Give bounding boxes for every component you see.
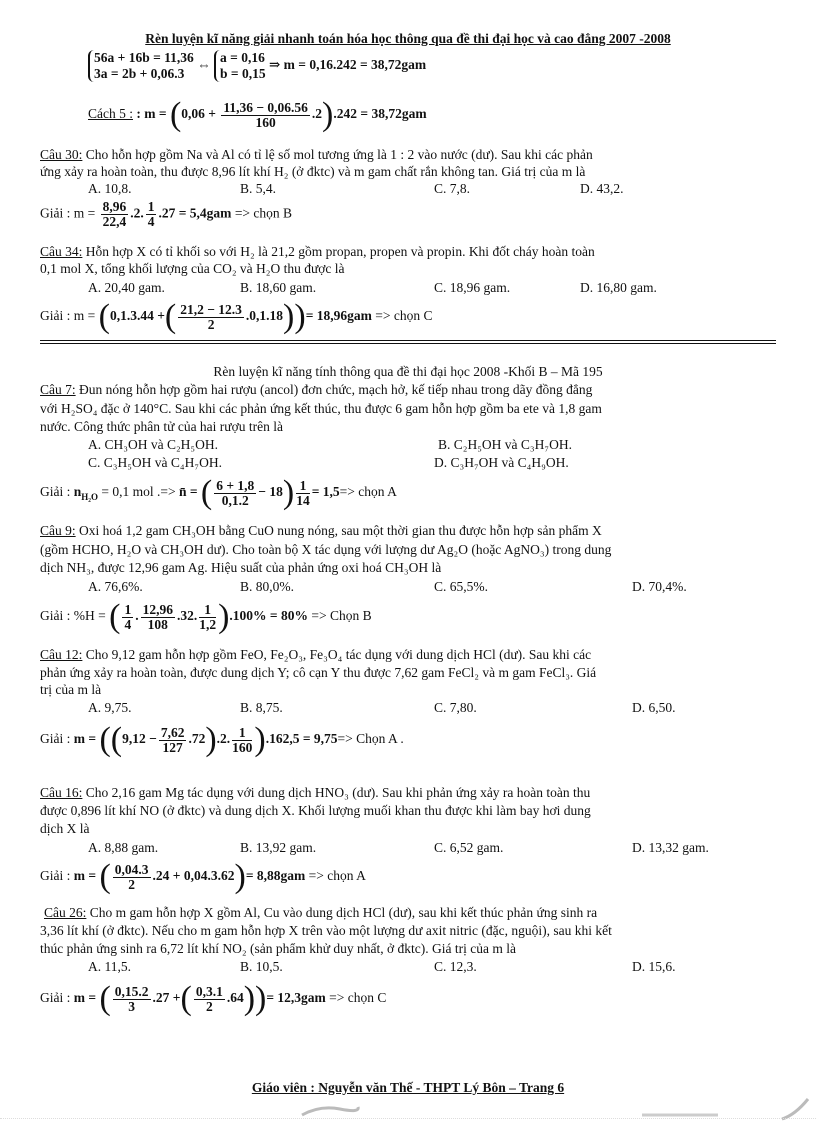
question-9-text-1: Oxi hoá 1,2 gam CH₃OH bằng CuO nung nóng, sau một thời gian thu được hỗn hợp sản phẩm X — [75, 523, 602, 538]
method-5-label: Cách 5 : — [88, 106, 133, 122]
fraction-num: 7,62 — [160, 724, 185, 740]
fraction-num: 6 + 1,8 — [216, 477, 255, 493]
question-26-option-d: D. 15,6. — [632, 959, 676, 974]
page-footer: Giáo viên : Nguyễn văn Thế - THPT Lý Bôn – Trang 6 — [251, 1080, 565, 1095]
question-12-option-b: B. 8,75. — [240, 700, 283, 715]
question-26-line-1 — [44, 904, 776, 921]
solution-answer: => chọn A — [339, 484, 397, 500]
solution-answer: => Chọn B — [307, 608, 372, 624]
paren-close: )) — [243, 980, 267, 1017]
question-7-option-b: B. C₂H₅OH và C₃H₇OH. — [438, 437, 572, 452]
question-7-line-1 — [40, 381, 776, 398]
question-9-solution — [40, 598, 776, 635]
question-30-option-b: B. 5,4. — [240, 181, 277, 196]
paren-open: ( — [200, 474, 213, 511]
question-12-option-d: D. 6,50. — [632, 700, 676, 715]
solution-answer: => chọn C — [371, 308, 433, 324]
solution-fraction-1 — [159, 726, 187, 755]
solution-nbar: n̄ = — [178, 484, 198, 500]
solution-m: m = — [73, 868, 97, 884]
question-26-line-3: thúc phản ứng sinh ra 6,72 lít khí NO₂ (sản phẩm khử duy nhất, ở đktc). Giá trị của m là — [40, 941, 517, 956]
question-7-option-d: D. C₃H₇OH và C₄H₉OH. — [434, 455, 569, 470]
solution-fraction-2 — [296, 479, 310, 508]
solution-result: .27 = 5,4gam — [158, 205, 232, 221]
fraction-num: 1 — [296, 479, 310, 494]
fraction-num: 12,96 — [142, 601, 173, 617]
question-16-option-d: D. 13,32 gam. — [632, 840, 709, 855]
question-30-option-c: C. 7,8. — [434, 181, 471, 196]
paren-open: ( — [109, 598, 121, 635]
question-7-label: Câu 7: — [40, 382, 76, 397]
fraction-num: 1 — [232, 726, 252, 741]
question-30-option-a: A. 10,8. — [88, 181, 132, 196]
fraction-num: 1 — [199, 603, 216, 618]
question-7-line-2: với H₂SO₄ đặc ở 140°C. Sau khi các phản ứng kết thúc, thu được 6 gam hỗn hợp gồm ba ete và 1,8 gam — [40, 401, 602, 416]
solution-label: Giải : — [40, 990, 71, 1006]
solution-mid: .27 + — [152, 990, 181, 1006]
question-34-line-2: 0,1 mol X, tổng khối lượng của CO₂ và H₂O thu được là — [40, 261, 345, 276]
solution-fraction-2 — [232, 726, 252, 755]
fraction-num: 8,96 — [102, 199, 127, 214]
question-9-option-a: A. 76,6%. — [88, 579, 143, 594]
fraction-den: 0,1.2 — [221, 492, 249, 508]
fraction-den: 160 — [255, 114, 276, 130]
question-7-solution — [40, 474, 776, 511]
question-30-line-1 — [40, 146, 776, 163]
solution-post: .24 + 0,04.3.62 — [152, 868, 235, 884]
solution-mid: .2. — [130, 205, 144, 221]
equiv-symbol: ⇔ — [197, 57, 211, 73]
system-eq-2: 3a = 2b + 0,06.3 — [94, 66, 185, 81]
paren-open: ( — [169, 96, 182, 133]
question-12-option-a: A. 9,75. — [88, 700, 132, 715]
question-9-line-3: dịch NH₃, được 12,96 gam Ag. Hiệu suất của phản ứng oxi hoá CH₃OH là — [40, 560, 442, 575]
solution-fraction-1 — [101, 200, 129, 229]
fraction-den: 2 — [128, 876, 136, 892]
question-9-line-1 — [40, 522, 776, 539]
footer-dotted-rule — [0, 1118, 816, 1119]
solution-m: m = — [73, 990, 97, 1006]
system-sol-b: b = 0,15 — [220, 66, 266, 81]
solution-fraction-2 — [146, 200, 157, 229]
solution-label: Giải : — [40, 868, 71, 884]
solution-fraction-1 — [214, 479, 256, 508]
question-9-line-2: (gồm HCHO, H₂O và CH₃OH dư). Cho toàn bộ X tác dụng với lượng dư Ag₂O (hoặc AgNO₃) trong dung — [40, 542, 612, 557]
solution-fraction-2 — [141, 603, 175, 632]
fraction-den: 4 — [124, 616, 132, 632]
question-26-solution — [40, 980, 776, 1017]
question-30-solution — [40, 200, 776, 229]
solution-n-sub: H₂O — [81, 491, 98, 502]
solution-answer: => chọn B — [231, 205, 293, 221]
separator-line-1 — [40, 340, 776, 341]
system-left — [88, 50, 194, 82]
question-16-solution — [40, 858, 776, 895]
question-7-option-c: C. C₃H₅OH và C₄H₇OH. — [88, 455, 222, 470]
equation-system — [88, 50, 776, 82]
question-34-label: Câu 34: — [40, 244, 83, 259]
paren-close: ) — [254, 721, 266, 758]
solution-answer: => chọn A — [305, 868, 366, 884]
solution-mid: = 0,1 mol .=> — [101, 484, 176, 500]
fraction-num: 11,36 − 0,06.56 — [223, 99, 308, 115]
paren-open: ( — [180, 980, 192, 1017]
question-26-option-c: C. 12,3. — [434, 959, 477, 974]
question-7-option-a: A. CH₃OH và C₂H₅OH. — [88, 437, 218, 452]
method-5-post: .2 — [311, 106, 323, 122]
paren-close: ) — [282, 474, 295, 511]
question-34-option-d: D. 16,80 gam. — [580, 280, 657, 295]
question-16-line-2: được 0,896 lít khí NO (ở đktc) và dung dịch X. Khối lượng muối khan thu được khi làm bay hơi dung — [40, 803, 591, 818]
paren-close: ) — [218, 598, 230, 635]
system-result: ⇒ m = 0,16.242 = 38,72gam — [268, 57, 427, 73]
question-7-text-1: Đun nóng hỗn hợp gồm hai rượu (ancol) đơn chức, mạch hở, kế tiếp nhau trong dãy đồng đẳng — [75, 382, 593, 397]
solution-mid-2: .2. — [216, 731, 231, 747]
fraction-num: 1 — [147, 199, 155, 214]
question-34-line-1 — [40, 243, 776, 260]
question-26-label: Câu 26: — [44, 905, 87, 920]
separator-line-2 — [40, 343, 776, 344]
fraction-num: 0,3.1 — [195, 983, 223, 999]
question-26-option-b: B. 10,5. — [240, 959, 283, 974]
question-34-option-b: B. 18,60 gam. — [240, 280, 317, 295]
fraction-den: 1,2 — [199, 616, 217, 632]
question-16-option-b: B. 13,92 gam. — [240, 840, 317, 855]
solution-post: .0,1.18 — [245, 308, 284, 324]
solution-mid-1: .72 — [188, 731, 206, 747]
question-30-label: Câu 30: — [40, 147, 83, 162]
method-5-m: : m = — [136, 106, 167, 122]
fraction-den: 14 — [296, 492, 310, 508]
solution-label: Giải : — [40, 731, 71, 747]
solution-n: n — [73, 484, 82, 500]
solution-label: Giải : m = — [40, 308, 96, 324]
question-34-option-a: A. 20,40 gam. — [88, 280, 165, 295]
fraction-den: 127 — [162, 739, 183, 755]
solution-label: Giải : m = — [40, 205, 96, 221]
question-9-option-c: C. 65,5%. — [434, 579, 488, 594]
solution-minus: − 18 — [258, 484, 283, 500]
solution-result: .100% = 80% — [229, 608, 308, 624]
method-5-pre: 0,06 + — [181, 106, 216, 122]
question-12-line-3: trị của m là — [40, 682, 102, 697]
paren-open: ( — [99, 858, 111, 895]
solution-result: .162,5 = 9,75 — [265, 731, 338, 747]
question-16-label: Câu 16: — [40, 785, 83, 800]
question-12-text-1: Cho 9,12 gam hỗn hợp gồm FeO, Fe₂O₃, Fe₃O₄ tác dụng với dung dịch HCl (dư). Sau khi các — [82, 647, 592, 662]
solution-result: = 1,5 — [311, 484, 340, 500]
solution-fraction — [178, 303, 244, 332]
solution-result: = 12,3gam — [266, 990, 326, 1006]
footer-ornament-left-icon — [300, 1103, 360, 1117]
solution-label: Giải : — [40, 484, 71, 500]
solution-pre: 9,12 − — [122, 731, 157, 747]
question-9-option-b: B. 80,0%. — [240, 579, 294, 594]
fraction-den: 3 — [128, 998, 136, 1014]
paren-close: )) — [283, 298, 306, 335]
solution-mid: .32. — [176, 608, 198, 624]
fraction-num: 0,04.3 — [114, 861, 149, 877]
dot: . — [135, 608, 139, 624]
question-16-line-1 — [40, 784, 776, 801]
question-34-solution — [40, 298, 776, 335]
solution-fraction-1 — [122, 603, 133, 632]
method-5-fraction — [221, 101, 310, 130]
paren-open: ( — [98, 298, 110, 335]
question-9-label: Câu 9: — [40, 523, 76, 538]
fraction-den: 22,4 — [102, 214, 127, 229]
fraction-den: 108 — [147, 616, 168, 632]
fraction-den: 2 — [207, 316, 215, 332]
question-12-option-c: C. 7,80. — [434, 700, 477, 715]
solution-label: Giải : %H = — [40, 608, 106, 624]
question-30-text-1: Cho hỗn hợp gồm Na và Al có tỉ lệ số mol tương ứng là 1 : 2 vào nước (dư). Sau khi các phản — [82, 147, 593, 162]
question-16-option-c: C. 6,52 gam. — [434, 840, 504, 855]
fraction-num: 21,2 − 12.3 — [180, 301, 242, 317]
question-16-option-a: A. 8,88 gam. — [88, 840, 159, 855]
solution-fraction-2 — [194, 985, 225, 1014]
question-26-line-2: 3,36 lít khí (ở đktc). Nếu cho m gam hỗn hợp X trên vào một lượng dư axit nitric (đặc, nguội), sau khi kết — [40, 923, 612, 938]
fraction-den: 2 — [205, 998, 213, 1014]
question-26-option-a: A. 11,5. — [88, 959, 131, 974]
solution-fraction — [113, 863, 151, 892]
question-16-line-3: dịch X là — [40, 821, 90, 836]
question-30-option-d: D. 43,2. — [580, 181, 624, 196]
system-eq-1: 56a + 16b = 11,36 — [94, 50, 194, 65]
question-30-line-2: ứng xảy ra hoàn toàn, thu được 8,96 lít khí H₂ (ở đktc) và m gam chất rắn không tan. Giá trị của m là — [40, 164, 586, 179]
solution-fraction-1 — [113, 985, 151, 1014]
paren-open: (( — [99, 721, 123, 758]
paren-close: ) — [234, 858, 246, 895]
question-12-line-1 — [40, 646, 776, 663]
solution-answer: => chọn C — [325, 990, 387, 1006]
paren-open: ( — [164, 298, 177, 335]
question-12-solution — [40, 721, 776, 758]
question-12-label: Câu 12: — [40, 647, 83, 662]
solution-fraction-3 — [199, 603, 216, 632]
section-2-title: Rèn luyện kĩ năng tính thông qua đề thi đại học 2008 -Khối B – Mã 195 — [213, 364, 603, 379]
solution-m: m = — [73, 731, 97, 747]
method-5-result: .242 = 38,72gam — [333, 106, 427, 122]
question-34-text-1: Hỗn hợp X có tỉ khối so với H₂ là 21,2 gồm propan, propen và propin. Khi đốt cháy hoàn toàn — [82, 244, 595, 259]
question-12-line-2: phản ứng xảy ra hoàn toàn, được dung dịch Y; cô cạn Y thu được 7,62 gam FeCl₂ và m gam FeCl₃. Giá — [40, 665, 597, 680]
fraction-num: 0,15.2 — [114, 983, 149, 999]
question-26-text-1: Cho m gam hỗn hợp X gồm Al, Cu vào dung dịch HCl (dư), sau khi kết thúc phản ứng sinh ra — [86, 905, 598, 920]
method-5 — [88, 96, 776, 133]
question-16-text-1: Cho 2,16 gam Mg tác dụng với dung dịch HNO₃ (dư). Sau khi phản ứng xảy ra hoàn toàn thu — [82, 785, 591, 800]
solution-answer: => Chọn A . — [337, 731, 404, 747]
solution-result: = 8,88gam — [245, 868, 306, 884]
fraction-num: 1 — [124, 601, 132, 617]
question-7-line-3: nước. Công thức phân tử của hai rượu trên là — [40, 419, 283, 434]
solution-post: .64 — [226, 990, 244, 1006]
system-sol-a: a = 0,16 — [220, 50, 265, 65]
question-9-option-d: D. 70,4%. — [632, 579, 687, 594]
solution-result: = 18,96gam — [305, 308, 372, 324]
system-right — [214, 50, 266, 82]
solution-pre: 0,1.3.44 + — [109, 308, 165, 324]
question-34-option-c: C. 18,96 gam. — [434, 280, 511, 295]
fraction-den: 160 — [232, 739, 253, 755]
paren-open: ( — [99, 980, 111, 1017]
page-header: Rèn luyện kĩ năng giải nhanh toán hóa học thông qua đề thi đại học và cao đẳng 2007 -2008 — [145, 31, 671, 46]
paren-close: ) — [205, 721, 217, 758]
paren-close: ) — [322, 96, 334, 133]
fraction-den: 4 — [147, 214, 155, 229]
